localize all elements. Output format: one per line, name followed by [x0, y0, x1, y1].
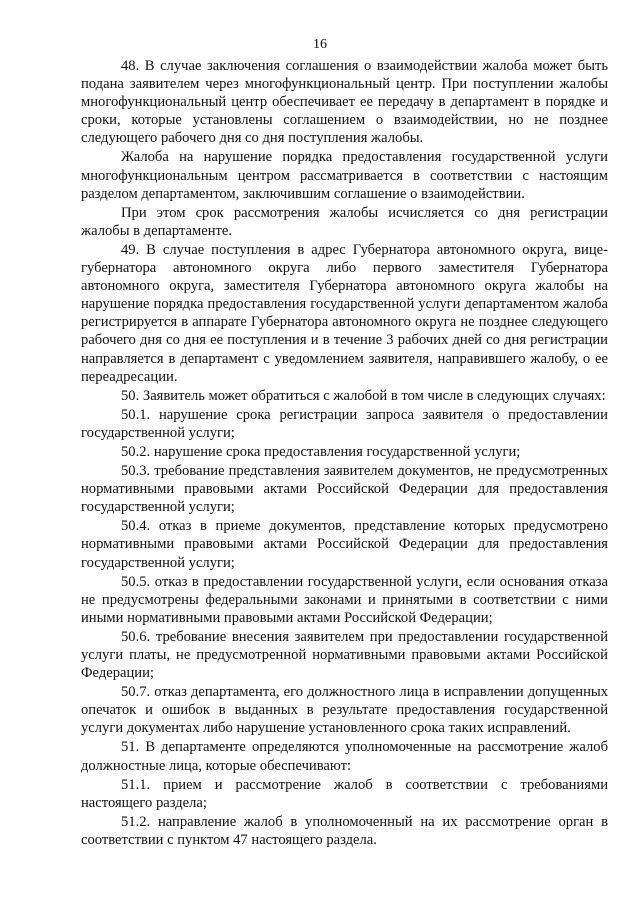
paragraph-51: 51. В департаменте определяются уполномоченные на рассмотрение жалоб должностные лица, которые обеспечивают: — [81, 739, 608, 774]
paragraph-50-7: 50.7. отказ департамента, его должностного лица в исправлении допущенных опечаток и ошибок в выданных в результате предоставления государственной услуги документах либо нарушение установленного срока таких исправлений. — [81, 684, 608, 737]
page-number: 16 — [313, 37, 327, 52]
paragraph-48-complaint-mfc: Жалоба на нарушение порядка предоставления государственной услуги многофункциональным центром рассматривается в соответствии с настоящим разделом департаментом, заключившим соглашение о взаимодействии. — [81, 149, 608, 202]
paragraph-49: 49. В случае поступления в адрес Губернатора автономного округа, вице-губернатора автономного округа либо первого заместителя Губернатора автономного округа, заместителя Губернатора автономного округа жалобы на нарушение порядка предоставления государственной услуги департаментом жалоба регистрируется в аппарате Губернатора автономного округа не позднее следующего рабочего дня со дня ее поступления и в течение 3 рабочих дней со дня регистрации направляется в департамент с уведомлением заявителя, направившего жалобу, о ее переадресации. — [81, 241, 608, 385]
paragraph-50-4: 50.4. отказ в приеме документов, представление которых предусмотрено нормативными правовыми актами Российской Федерации для предоставления государственной услуги; — [81, 518, 608, 571]
paragraph-51-2: 51.2. направление жалоб в уполномоченный на их рассмотрение орган в соответствии с пунктом 47 настоящего раздела. — [81, 813, 608, 848]
paragraph-48: 48. В случае заключения соглашения о взаимодействии жалоба может быть подана заявителем через многофункциональный центр. При поступлении жалобы многофункциональный центр обеспечивает ее передачу в департамент в порядке и сроки, которые установлены соглашением о взаимодействии, но не позднее следующего рабочего дня со дня поступления жалобы. — [81, 58, 608, 147]
paragraph-48-review-term: При этом срок рассмотрения жалобы исчисляется со дня регистрации жалобы в департаменте. — [81, 204, 608, 239]
paragraph-51-1: 51.1. прием и рассмотрение жалоб в соответствии с требованиями настоящего раздела; — [81, 776, 608, 811]
paragraph-50-6: 50.6. требование внесения заявителем при предоставлении государственной услуги платы, не предусмотренной нормативными правовыми актами Российской Федерации; — [81, 628, 608, 682]
paragraph-50: 50. Заявитель может обратиться с жалобой в том числе в следующих случаях: — [121, 387, 606, 404]
paragraph-50-1: 50.1. нарушение срока регистрации запроса заявителя о предоставлении государственной услуги; — [81, 406, 608, 441]
document-body — [81, 57, 608, 850]
paragraph-50-5: 50.5. отказ в предоставлении государственной услуги, если основания отказа не предусмотрены федеральными законами и принятыми в соответствии с ними иными нормативными правовыми актами Российской Федерации; — [81, 573, 608, 626]
paragraph-50-3: 50.3. требование представления заявителем документов, не предусмотренных нормативными правовыми актами Российской Федерации для предоставления государственной услуги; — [81, 463, 608, 516]
paragraph-50-2: 50.2. нарушение срока предоставления государственной услуги; — [121, 443, 521, 460]
